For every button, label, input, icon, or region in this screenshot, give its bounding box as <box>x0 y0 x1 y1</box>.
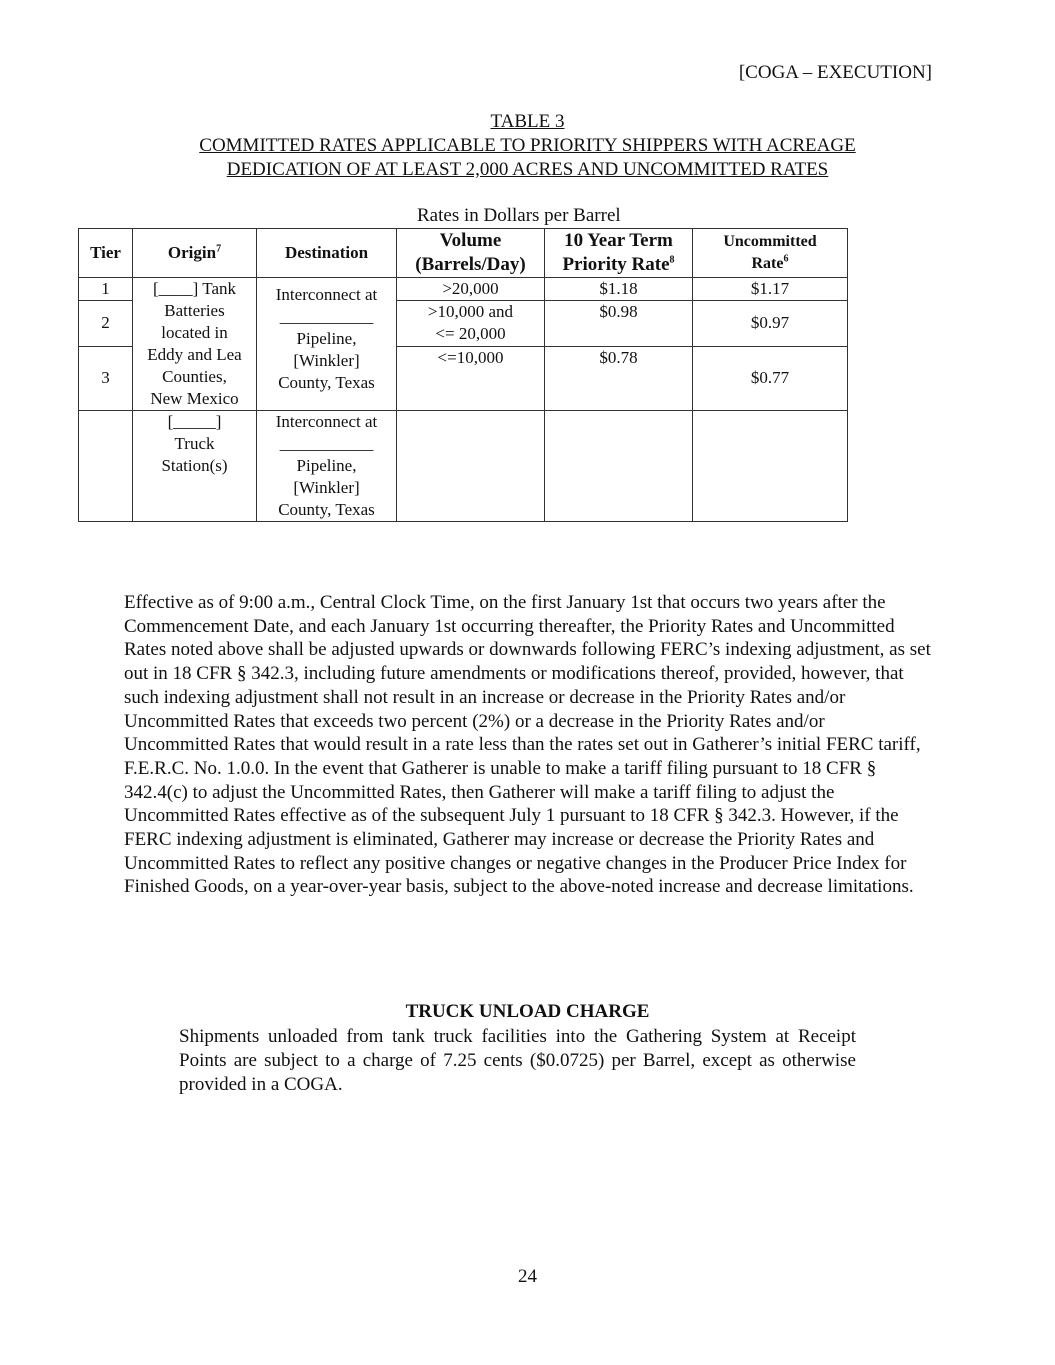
truck-unload-body: Shipments unloaded from tank truck facilities into the Gathering System at Receipt Points are subject to a charge of 7.25 cents ($0.0725) per Barrel, except as otherwise provided in a COGA. <box>179 1026 856 1095</box>
document-header-label: [COGA – EXECUTION] <box>738 62 932 83</box>
table-header-row <box>79 229 848 278</box>
table-row <box>79 278 848 301</box>
priority-rate-cell: $0.78 <box>545 346 693 411</box>
header-destination: Destination <box>257 229 397 278</box>
tier-cell <box>79 411 133 522</box>
table-caption-line1: TABLE 3 <box>490 111 565 132</box>
volume-cell: >20,000 <box>397 278 545 301</box>
header-volume: Volume (Barrels/Day) <box>397 229 545 278</box>
uncommitted-rate-cell <box>693 411 848 522</box>
destination-cell: Interconnect at ___________ Pipeline, [Winkler] County, Texas <box>257 411 397 522</box>
priority-rate-cell: $1.18 <box>545 278 693 301</box>
priority-rate-cell <box>545 411 693 522</box>
rates-table <box>78 228 848 522</box>
indexing-paragraph <box>124 591 932 899</box>
table-caption <box>0 110 1055 182</box>
origin-cell: [_____] Truck Station(s) <box>133 411 257 522</box>
table-caption-line3: DEDICATION OF AT LEAST 2,000 ACRES AND UNCOMMITTED RATES <box>226 159 829 180</box>
header-tier: Tier <box>79 229 133 278</box>
uncommitted-rate-cell: $0.77 <box>693 346 848 411</box>
priority-footnote-ref: 8 <box>669 254 675 266</box>
uncommitted-rate-cell: $1.17 <box>693 278 848 301</box>
table-row <box>79 411 848 522</box>
uncommitted-rate-cell: $0.97 <box>693 301 848 346</box>
header-uncommitted-rate: Uncommitted Rate$^6$ <box>693 229 848 278</box>
header-priority-rate: 10 Year Term Priority Rate$^8$ <box>545 229 693 278</box>
volume-cell: >10,000 and <= 20,000 <box>397 301 545 346</box>
priority-rate-cell: $0.98 <box>545 301 693 346</box>
truck-unload-title: TRUCK UNLOAD CHARGE <box>405 1001 650 1022</box>
page-number: 24 <box>518 1266 537 1287</box>
tier-cell: 2 <box>79 301 133 346</box>
header-origin: Origin$^7$ <box>133 229 257 278</box>
uncommitted-footnote-ref: 6 <box>783 253 789 265</box>
tier-cell: 1 <box>79 278 133 301</box>
origin-footnote-ref: 7 <box>216 243 222 255</box>
indexing-paragraph-text: Effective as of 9:00 a.m., Central Clock Time, on the first January 1st that occurs two years after the Commencement Date, and each January 1st occurring thereafter, the Priority Rates and Uncommitted Rates noted above shall be adjusted upwards or downwards following FERC’s indexing adjustment, as set out in 18 CFR § 342.3, including future amendments or modifications thereof, provided, however, that such indexing adjustment shall not result in an increase or decrease in the Priority Rates and/or Uncommitted Rates that exceeds two percent (2%) or a decrease in the Priority Rates and/or Uncommitted Rates that would result in a rate less than the rates set out in Gatherer’s initial FERC tariff, F.E.R.C. No. 1.0.0. In the event that Gatherer is unable to make a tariff filing pursuant to 18 CFR § 342.4(c) to adjust the Uncommitted Rates, then Gatherer will make a tariff filing to adjust the Uncommitted Rates effective as of the subsequent July 1 pursuant to 18 CFR § 342.3. However, if the FERC indexing adjustment is eliminated, Gatherer may increase or decrease the Priority Rates and Uncommitted Rates to reflect any positive changes or negative changes in the Producer Price Index for Finished Goods, on a year-over-year basis, subject to the above-noted increase and decrease limitations. <box>124 592 931 898</box>
tier-cell: 3 <box>79 346 133 411</box>
volume-cell: <=10,000 <box>397 346 545 411</box>
table-caption-line2: COMMITTED RATES APPLICABLE TO PRIORITY SHIPPERS WITH ACREAGE <box>199 135 856 156</box>
origin-cell: [____] Tank Batteries located in Eddy and Lea Counties, New Mexico <box>133 278 257 411</box>
destination-cell: Interconnect at ___________ Pipeline, [Winkler] County, Texas <box>257 278 397 411</box>
units-label: Rates in Dollars per Barrel <box>417 205 621 226</box>
volume-cell <box>397 411 545 522</box>
